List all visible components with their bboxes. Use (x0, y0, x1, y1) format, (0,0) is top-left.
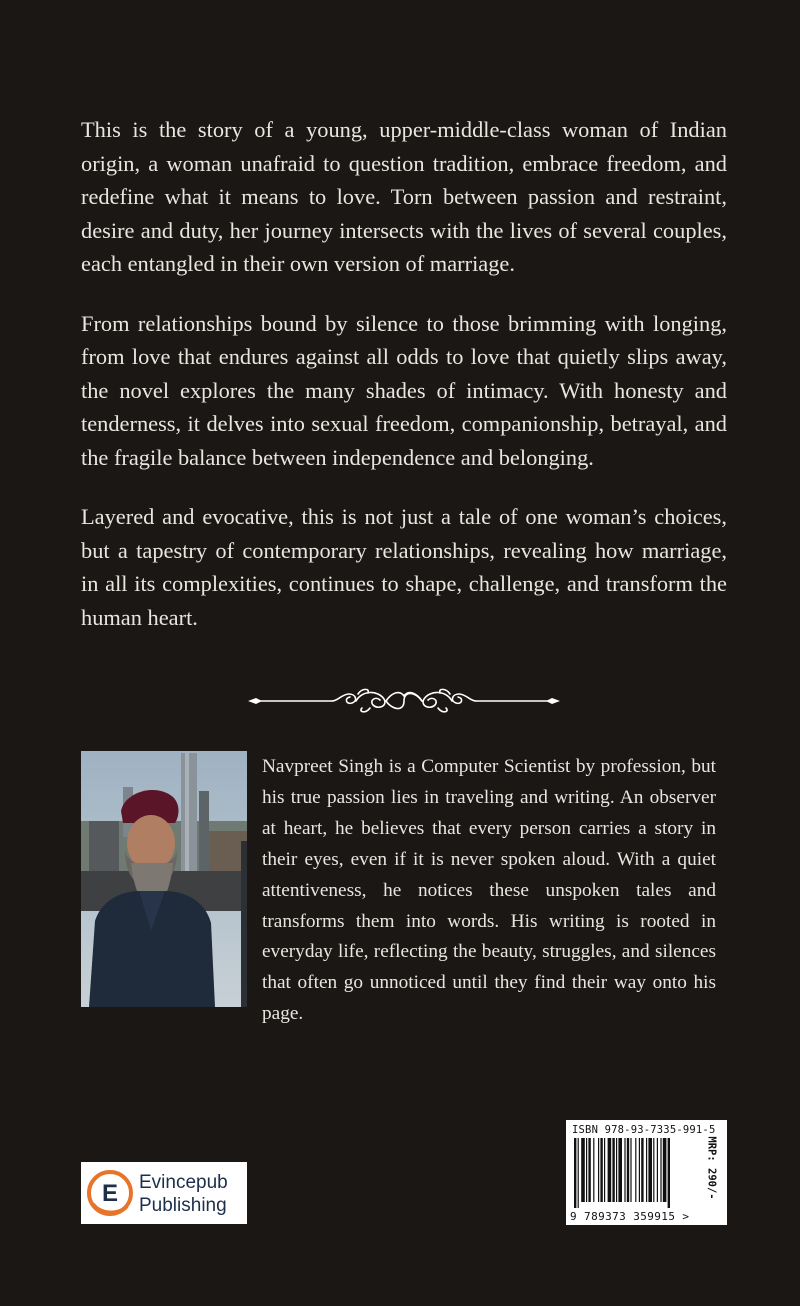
price-label: MRP: 290/- (705, 1136, 718, 1200)
isbn-label: ISBN 978-93-7335-991-5 (572, 1124, 716, 1136)
barcode-bar (578, 1138, 579, 1208)
barcode-bar (574, 1138, 576, 1208)
barcode-bar (608, 1138, 612, 1202)
barcode-bar (635, 1138, 636, 1202)
barcode-bar (588, 1138, 590, 1202)
publisher-logo-letter: E (101, 1180, 119, 1207)
barcode-bar (600, 1138, 602, 1202)
blurb-paragraph-1: This is the story of a young, upper-middle-class woman of Indian origin, a woman unafraid to question tradition, embrace freedom, and redefine what it means to love. Torn between passion and restraint, desire and duty, her journey intersects with the lives of several couples, each entangled in their own version of marriage. (81, 117, 727, 276)
barcode-bar (624, 1138, 625, 1202)
barcode-bar (646, 1138, 647, 1202)
barcode-bar (586, 1138, 587, 1202)
barcode-bar (657, 1138, 658, 1202)
barcode-bar (627, 1138, 629, 1202)
barcode-bar (598, 1138, 599, 1202)
barcode-bar (612, 1138, 614, 1202)
isbn-barcode (566, 1120, 727, 1225)
barcode-bar (668, 1138, 670, 1208)
barcode-bar (660, 1138, 661, 1202)
barcode-bars (574, 1138, 704, 1208)
publisher-emblem-icon (85, 1168, 135, 1218)
blurb-paragraph-3: Layered and evocative, this is not just a tale of one woman’s choices, but a tapestry of contemporary relationships, revealing how marriage, in all its complexities, continues to shape, challenge, and transform the human heart. (81, 504, 727, 630)
barcode-bar (641, 1138, 643, 1202)
barcode-bar (593, 1138, 594, 1202)
barcode-bar (639, 1138, 640, 1202)
barcode-bar (618, 1138, 622, 1202)
barcode-bar (604, 1138, 605, 1202)
author-bio: Navpreet Singh is a Computer Scientist by profession, but his true passion lies in traveling and writing. An observer at heart, he believes that every person carries a story in their eyes, even if it is never spoken aloud. With a quiet attentiveness, he notices these unspoken tales and transforms them into words. His writing is rooted in everyday life, reflecting the beauty, struggles, and silences that often go unnoticed until they find their way onto his page. (262, 756, 716, 1025)
ean-digits: 9 789373 359915 > (570, 1210, 690, 1223)
book-blurb (81, 113, 727, 660)
barcode-bar (581, 1138, 585, 1202)
flourish-divider-icon (246, 684, 562, 718)
barcode-bar (616, 1138, 617, 1202)
barcode-bar (630, 1138, 631, 1202)
publisher-name-line1: Evincepub (139, 1172, 228, 1193)
barcode-bar (648, 1138, 652, 1202)
publisher-logo (81, 1162, 247, 1224)
publisher-name-line2: Publishing (139, 1195, 227, 1216)
author-photo (81, 751, 247, 1007)
barcode-bar (663, 1138, 667, 1202)
barcode-bar (653, 1138, 654, 1202)
blurb-paragraph-2: From relationships bound by silence to those brimming with longing, from love that endures against all odds to love that quietly slips away, the novel explores the many shades of intimacy. With honesty and tenderness, it delves into sexual freedom, companionship, betrayal, and the fragile balance between independence and belonging. (81, 310, 727, 470)
